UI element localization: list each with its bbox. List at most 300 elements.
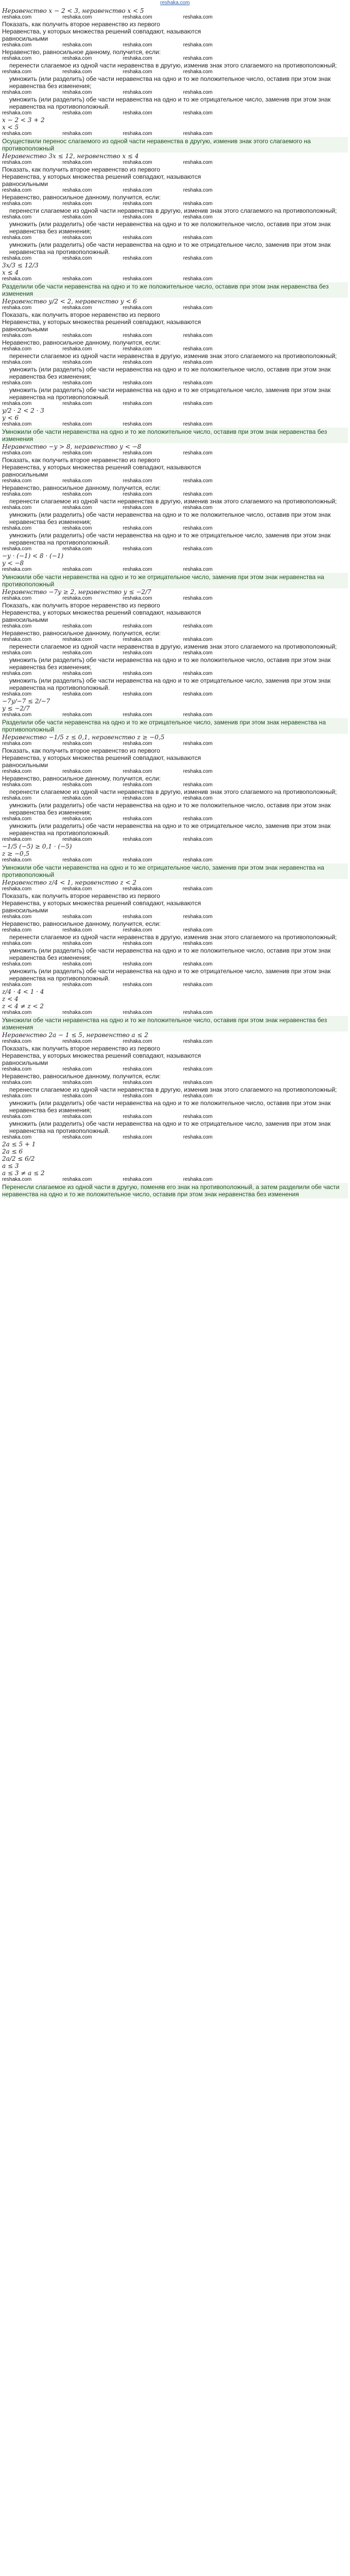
watermark: reshaka.com (183, 567, 213, 572)
watermark: reshaka.com (122, 782, 152, 788)
watermark: reshaka.com (122, 160, 152, 165)
watermark: reshaka.com (122, 1066, 152, 1072)
task-line: Неравенство −7y ≥ 2, неравенство y ≤ −2/7 (2, 588, 151, 596)
watermark-row (2, 857, 348, 863)
watermark: reshaka.com (2, 769, 32, 774)
solution-step: −1/5 (−5) ≥ 0,1 · (−5) (2, 843, 72, 850)
watermark: reshaka.com (2, 1080, 32, 1086)
watermark: reshaka.com (62, 214, 92, 220)
watermark: reshaka.com (2, 421, 32, 427)
watermark: reshaka.com (183, 131, 213, 137)
watermark: reshaka.com (183, 961, 213, 967)
watermark: reshaka.com (122, 1114, 152, 1120)
watermark: reshaka.com (122, 380, 152, 386)
watermark: reshaka.com (2, 492, 32, 497)
solution-block (2, 863, 348, 1016)
watermark: reshaka.com (2, 188, 32, 193)
section-heading: Умножили обе части неравенства на одно и то же отрицательное число, заменив при этом знак неравенства на противоположный (2, 863, 348, 879)
watermark-row (2, 1114, 348, 1120)
watermark: reshaka.com (2, 712, 32, 718)
watermark: reshaka.com (122, 188, 152, 193)
watermark: reshaka.com (62, 110, 92, 116)
watermark-row (2, 131, 348, 137)
watermark: reshaka.com (122, 671, 152, 676)
rule-item: перенести слагаемое из одной части неравенства в другую, изменив знак этого слагаемого на противоположный; (9, 788, 337, 795)
equivalent-tail: равносильными (2, 35, 48, 42)
watermark: reshaka.com (122, 1080, 152, 1086)
watermark: reshaka.com (122, 276, 152, 282)
watermark: reshaka.com (183, 188, 213, 193)
watermark: reshaka.com (62, 1134, 92, 1140)
watermark-row (2, 1039, 348, 1045)
watermark-row (2, 14, 348, 21)
solution-block (2, 1016, 348, 1183)
watermark: reshaka.com (122, 90, 152, 95)
watermark: reshaka.com (183, 1177, 213, 1182)
watermark-row (2, 769, 348, 775)
watermark: reshaka.com (2, 941, 32, 946)
solution-block (2, 573, 348, 718)
solution-step: y ≤ −2/7 (2, 705, 30, 712)
watermark: reshaka.com (2, 1177, 32, 1182)
watermark: reshaka.com (62, 741, 92, 747)
watermark: reshaka.com (122, 857, 152, 863)
show-how-line: Показать, как получить второе неравенство из первого (2, 21, 160, 28)
watermark: reshaka.com (2, 235, 32, 241)
watermark: reshaka.com (2, 982, 32, 988)
watermark: reshaka.com (122, 450, 152, 456)
watermark: reshaka.com (183, 914, 213, 920)
show-how-line: Показать, как получить второе неравенство из первого (2, 747, 160, 754)
watermark: reshaka.com (62, 401, 92, 406)
watermark: reshaka.com (62, 235, 92, 241)
show-how-line: Показать, как получить второе неравенство из первого (2, 892, 160, 900)
watermark-row (2, 546, 348, 552)
watermark: reshaka.com (62, 526, 92, 531)
watermark-row (2, 110, 348, 116)
watermark: reshaka.com (62, 478, 92, 484)
watermark: reshaka.com (183, 837, 213, 842)
watermark: reshaka.com (183, 816, 213, 822)
watermark: reshaka.com (2, 90, 32, 95)
watermark: reshaka.com (183, 360, 213, 365)
watermark: reshaka.com (122, 305, 152, 311)
equivalent-given: Неравенство, равносильное данному, получится, если: (2, 775, 161, 782)
watermark: reshaka.com (122, 56, 152, 61)
watermark-row (2, 421, 348, 428)
rule-item: перенести слагаемое из одной части неравенства в другую, изменив знак этого слагаемого на противоположный; (9, 62, 337, 69)
task-line: Неравенство x − 2 < 3, неравенство x < 5 (2, 7, 144, 14)
equivalent-given: Неравенство, равносильное данному, получится, если: (2, 1073, 161, 1080)
watermark: reshaka.com (183, 623, 213, 629)
equivalent-tail: равносильными (2, 907, 48, 914)
watermark: reshaka.com (62, 816, 92, 822)
watermark: reshaka.com (122, 492, 152, 497)
watermark: reshaka.com (183, 1039, 213, 1044)
watermark-row (2, 567, 348, 573)
watermark: reshaka.com (62, 69, 92, 75)
watermark: reshaka.com (2, 478, 32, 484)
watermark: reshaka.com (183, 596, 213, 601)
watermark: reshaka.com (122, 741, 152, 747)
watermark-row (2, 492, 348, 498)
watermark-row (2, 650, 348, 656)
watermark: reshaka.com (2, 782, 32, 788)
watermark: reshaka.com (2, 201, 32, 207)
watermark: reshaka.com (62, 346, 92, 352)
watermark: reshaka.com (2, 1093, 32, 1099)
watermark-row (2, 90, 348, 96)
watermark: reshaka.com (62, 201, 92, 207)
watermark: reshaka.com (2, 333, 32, 338)
equivalent-line: Неравенства, у которых множества решений совпадают, называются (2, 464, 201, 471)
watermark: reshaka.com (62, 256, 92, 261)
watermark-row (2, 526, 348, 532)
watermark: reshaka.com (62, 795, 92, 801)
watermark: reshaka.com (122, 214, 152, 220)
watermark-row (2, 160, 348, 166)
watermark-row (2, 333, 348, 339)
watermark: reshaka.com (183, 741, 213, 747)
watermark: reshaka.com (62, 623, 92, 629)
solution-step: −y · (−1) < 8 · (−1) (2, 552, 64, 560)
watermark-row (2, 276, 348, 282)
rule-item: перенести слагаемое из одной части неравенства в другую, изменив знак этого слагаемого на противоположный; (9, 207, 337, 214)
watermark: reshaka.com (183, 401, 213, 406)
watermark: reshaka.com (2, 886, 32, 892)
equivalent-given: Неравенство, равносильное данному, получится, если: (2, 194, 161, 201)
show-how-line: Показать, как получить второе неравенство из первого (2, 456, 160, 464)
watermark: reshaka.com (62, 380, 92, 386)
rule-item: перенести слагаемое из одной части неравенства в другую, изменив знак этого слагаемого на противоположный; (9, 643, 337, 650)
rule-item: перенести слагаемое из одной части неравенства в другую, изменив знак этого слагаемого на противоположный; (9, 934, 337, 941)
watermark-row (2, 305, 348, 311)
equivalent-tail: равносильными (2, 761, 48, 769)
watermark-row (2, 42, 348, 48)
rule-item: умножить (или разделить) обе части неравенства на одно и то же отрицательное число, заменив при этом знак неравенства на противоположный. (9, 677, 331, 691)
equivalent-tail: равносильными (2, 326, 48, 333)
watermark: reshaka.com (122, 478, 152, 484)
watermark-row (2, 360, 348, 366)
rule-item: умножить (или разделить) обе части неравенства на одно и то же положительное число, оставив при этом знак неравенства без изменения; (9, 511, 331, 526)
watermark: reshaka.com (62, 1039, 92, 1044)
watermark: reshaka.com (122, 346, 152, 352)
equivalent-tail: равносильными (2, 180, 48, 188)
task-line: Неравенство −y > 8, неравенство y < −8 (2, 443, 142, 450)
task-line: Неравенство y/2 < 2, неравенство y < 6 (2, 298, 137, 305)
watermark: reshaka.com (122, 961, 152, 967)
watermark: reshaka.com (183, 1134, 213, 1140)
watermark: reshaka.com (122, 110, 152, 116)
watermark: reshaka.com (2, 795, 32, 801)
watermark: reshaka.com (2, 360, 32, 365)
section-heading: Умножили обе части неравенства на одно и то же отрицательное число, заменив при этом знак неравенства на противоположный (2, 573, 348, 588)
watermark: reshaka.com (183, 795, 213, 801)
show-how-line: Показать, как получить второе неравенство из первого (2, 166, 160, 173)
watermark-row (2, 1010, 348, 1016)
watermark: reshaka.com (2, 450, 32, 456)
watermark-row (2, 914, 348, 920)
watermark: reshaka.com (122, 982, 152, 988)
watermark: reshaka.com (62, 596, 92, 601)
watermark-row (2, 837, 348, 843)
watermark: reshaka.com (183, 941, 213, 946)
watermark-row (2, 691, 348, 698)
task-line: Неравенство −1/5 z ≤ 0,1, неравенство z ≥ −0,5 (2, 734, 165, 741)
watermark-row (2, 1134, 348, 1141)
watermark: reshaka.com (183, 492, 213, 497)
rule-item: умножить (или разделить) обе части неравенства на одно и то же отрицательное число, заменив при этом знак неравенства на противоположный. (9, 1120, 331, 1134)
section-heading: Осуществили перенос слагаемого из одной части неравенства в другую, изменив знак этого слагаемого на противоположный (2, 137, 348, 152)
watermark: reshaka.com (62, 637, 92, 642)
watermark: reshaka.com (183, 380, 213, 386)
watermark-row (2, 795, 348, 802)
watermark: reshaka.com (2, 546, 32, 552)
solution-step: 2a/2 ≤ 6/2 (2, 1155, 35, 1162)
section-heading: Разделили обе части неравенства на одно и то же отрицательное число, заменив при этом знак неравенства на противоположный (2, 718, 348, 734)
watermark: reshaka.com (62, 492, 92, 497)
watermark-row (2, 927, 348, 934)
watermark: reshaka.com (62, 769, 92, 774)
watermark: reshaka.com (122, 650, 152, 656)
equivalent-line: Неравенства, у которых множества решений совпадают, называются (2, 1052, 201, 1059)
watermark-row (2, 671, 348, 677)
watermark: reshaka.com (2, 961, 32, 967)
watermark: reshaka.com (183, 201, 213, 207)
watermark: reshaka.com (62, 650, 92, 656)
watermark: reshaka.com (122, 546, 152, 552)
watermark: reshaka.com (62, 857, 92, 863)
watermark: reshaka.com (122, 837, 152, 842)
watermark: reshaka.com (183, 256, 213, 261)
watermark: reshaka.com (183, 110, 213, 116)
section-heading: Умножили обе части неравенства на одно и то же положительное число, оставив при этом знак неравенства без изменения (2, 1016, 348, 1031)
watermark: reshaka.com (62, 1177, 92, 1182)
watermark-row (2, 961, 348, 968)
watermark: reshaka.com (122, 927, 152, 933)
watermark: reshaka.com (183, 42, 213, 48)
watermark: reshaka.com (183, 927, 213, 933)
watermark: reshaka.com (122, 691, 152, 697)
solution-step: 2a ≤ 6 (2, 1148, 23, 1155)
watermark: reshaka.com (62, 1066, 92, 1072)
watermark: reshaka.com (62, 927, 92, 933)
watermark: reshaka.com (122, 914, 152, 920)
watermark: reshaka.com (122, 401, 152, 406)
equivalent-line: Неравенства, у которых множества решений совпадают, называются (2, 609, 201, 616)
watermark: reshaka.com (122, 69, 152, 75)
solution-block (2, 428, 348, 573)
watermark: reshaka.com (62, 188, 92, 193)
watermark: reshaka.com (183, 478, 213, 484)
watermark-row (2, 637, 348, 643)
watermark: reshaka.com (183, 886, 213, 892)
rule-item: умножить (или разделить) обе части неравенства на одно и то же положительное число, оставив при этом знак неравенства без изменения; (9, 947, 331, 961)
solution-step: a ≤ 3 ≠ a ≤ 2 (2, 1170, 45, 1177)
watermark: reshaka.com (62, 450, 92, 456)
solution-step: y < −8 (2, 560, 24, 567)
watermark: reshaka.com (183, 782, 213, 788)
watermark: reshaka.com (62, 691, 92, 697)
solution-step: x < 5 (2, 124, 19, 131)
equivalent-line: Неравенства, у которых множества решений совпадают, называются (2, 900, 201, 907)
watermark-row (2, 1093, 348, 1099)
watermark: reshaka.com (2, 623, 32, 629)
watermark: reshaka.com (122, 201, 152, 207)
solution-step: −7y/−7 ≤ 2/−7 (2, 698, 50, 705)
equivalent-given: Неравенство, равносильное данному, получится, если: (2, 484, 161, 492)
watermark: reshaka.com (2, 837, 32, 842)
watermark: reshaka.com (62, 305, 92, 311)
watermark: reshaka.com (2, 42, 32, 48)
watermark: reshaka.com (122, 1177, 152, 1182)
rule-item: умножить (или разделить) обе части неравенства на одно и то же отрицательное число, заменив при этом знак неравенства на противоположный. (9, 96, 331, 110)
watermark: reshaka.com (62, 14, 92, 20)
watermark: reshaka.com (183, 235, 213, 241)
watermark: reshaka.com (122, 637, 152, 642)
equivalent-line: Неравенства, у которых множества решений совпадают, называются (2, 318, 201, 326)
show-how-line: Показать, как получить второе неравенство из первого (2, 311, 160, 318)
watermark-row (2, 478, 348, 484)
watermark: reshaka.com (62, 837, 92, 842)
watermark: reshaka.com (2, 346, 32, 352)
watermark: reshaka.com (62, 421, 92, 427)
watermark-row (2, 941, 348, 947)
watermark: reshaka.com (62, 914, 92, 920)
watermark-row (2, 256, 348, 262)
rule-item: умножить (или разделить) обе части неравенства на одно и то же отрицательное число, заменив при этом знак неравенства на противоположный. (9, 532, 331, 546)
watermark: reshaka.com (183, 305, 213, 311)
show-how-line: Показать, как получить второе неравенство из первого (2, 602, 160, 609)
watermark-row (2, 56, 348, 62)
watermark: reshaka.com (62, 671, 92, 676)
watermark: reshaka.com (122, 567, 152, 572)
equivalent-line: Неравенства, у которых множества решений совпадают, называются (2, 28, 201, 35)
watermark-row (2, 380, 348, 386)
watermark-row (2, 782, 348, 788)
equivalent-tail: равносильными (2, 1059, 48, 1066)
watermark: reshaka.com (183, 90, 213, 95)
watermark: reshaka.com (183, 333, 213, 338)
task-line: Неравенство 3x ≤ 12, неравенство x ≤ 4 (2, 152, 139, 160)
watermark: reshaka.com (2, 256, 32, 261)
watermark-row (2, 596, 348, 602)
section-heading: Умножили обе части неравенства на одно и то же положительное число, оставив при этом знак неравенства без изменения (2, 428, 348, 443)
rule-item: перенести слагаемое из одной части неравенства в другую, изменив знак этого слагаемого на противоположный; (9, 498, 337, 505)
solution-step: y < 6 (2, 414, 19, 421)
solution-step: z/4 · 4 < 1 · 4 (2, 988, 44, 995)
watermark: reshaka.com (2, 505, 32, 511)
watermark: reshaka.com (2, 650, 32, 656)
watermark-row (2, 214, 348, 221)
watermark: reshaka.com (2, 276, 32, 282)
rule-item: умножить (или разделить) обе части неравенства на одно и то же отрицательное число, заменив при этом знак неравенства на противоположный. (9, 968, 331, 982)
watermark: reshaka.com (62, 1080, 92, 1086)
watermark: reshaka.com (183, 712, 213, 718)
watermark: reshaka.com (122, 1093, 152, 1099)
watermark: reshaka.com (183, 769, 213, 774)
watermark: reshaka.com (183, 526, 213, 531)
watermark: reshaka.com (62, 276, 92, 282)
watermark: reshaka.com (183, 14, 213, 20)
page (0, 0, 350, 1198)
watermark: reshaka.com (2, 691, 32, 697)
watermark: reshaka.com (122, 421, 152, 427)
watermark: reshaka.com (2, 380, 32, 386)
watermark-row (2, 1080, 348, 1086)
watermark: reshaka.com (62, 941, 92, 946)
watermark: reshaka.com (122, 14, 152, 20)
solution-block (2, 282, 348, 428)
watermark: reshaka.com (183, 546, 213, 552)
watermark: reshaka.com (122, 886, 152, 892)
watermark: reshaka.com (122, 505, 152, 511)
rule-item: умножить (или разделить) обе части неравенства на одно и то же положительное число, оставив при этом знак неравенства без изменения; (9, 221, 331, 235)
watermark: reshaka.com (122, 526, 152, 531)
watermark: reshaka.com (183, 650, 213, 656)
watermark: reshaka.com (62, 782, 92, 788)
watermark: reshaka.com (183, 1093, 213, 1099)
watermark: reshaka.com (183, 450, 213, 456)
rule-item: умножить (или разделить) обе части неравенства на одно и то же отрицательное число, заменив при этом знак неравенства на противоположный. (9, 822, 331, 837)
watermark-row (2, 450, 348, 456)
watermark: reshaka.com (122, 623, 152, 629)
watermark: reshaka.com (62, 712, 92, 718)
equivalent-line: Неравенства, у которых множества решений совпадают, называются (2, 754, 201, 761)
watermark-row (2, 235, 348, 241)
watermark: reshaka.com (183, 505, 213, 511)
watermark: reshaka.com (2, 741, 32, 747)
solution-block (2, 7, 348, 137)
watermark-row (2, 623, 348, 630)
watermark: reshaka.com (2, 596, 32, 601)
content (2, 7, 348, 1198)
rule-item: умножить (или разделить) обе части неравенства на одно и то же положительное число, оставив при этом знак неравенства без изменения; (9, 656, 331, 671)
watermark: reshaka.com (122, 1010, 152, 1015)
equivalent-tail: равносильными (2, 471, 48, 478)
equivalent-given: Неравенство, равносильное данному, получится, если: (2, 48, 161, 56)
watermark: reshaka.com (122, 1039, 152, 1044)
watermark-row (2, 982, 348, 988)
watermark: reshaka.com (2, 857, 32, 863)
watermark: reshaka.com (2, 131, 32, 137)
watermark: reshaka.com (2, 56, 32, 61)
rule-item: перенести слагаемое из одной части неравенства в другую, изменив знак этого слагаемого на противоположный; (9, 352, 337, 360)
site-link[interactable]: reshaka.com (160, 0, 190, 6)
watermark: reshaka.com (2, 1039, 32, 1044)
watermark: reshaka.com (122, 596, 152, 601)
watermark: reshaka.com (183, 276, 213, 282)
watermark: reshaka.com (62, 982, 92, 988)
watermark: reshaka.com (122, 235, 152, 241)
watermark: reshaka.com (183, 857, 213, 863)
watermark-row (2, 1066, 348, 1073)
watermark-row (2, 1177, 348, 1183)
rule-item: умножить (или разделить) обе части неравенства на одно и то же положительное число, оставив при этом знак неравенства без изменения; (9, 1099, 331, 1114)
rule-item: умножить (или разделить) обе части неравенства на одно и то же отрицательное число, заменив при этом знак неравенства на противоположный. (9, 241, 331, 256)
watermark: reshaka.com (183, 637, 213, 642)
solution-step: x ≤ 4 (2, 269, 19, 276)
solution-step: z ≥ −0,5 (2, 850, 30, 857)
rule-item: умножить (или разделить) обе части неравенства на одно и то же положительное число, оставив при этом знак неравенства без изменения; (9, 802, 331, 816)
solution-block (2, 137, 348, 282)
solution-step: z < 4 (2, 995, 19, 1003)
solution-step: 3x/3 ≤ 12/3 (2, 262, 39, 269)
rule-item: умножить (или разделить) обе части неравенства на одно и то же отрицательное число, заменив при этом знак неравенства на противоположный. (9, 386, 331, 401)
watermark-row (2, 346, 348, 352)
watermark: reshaka.com (2, 214, 32, 220)
section-heading: Разделили обе части неравенства на одно и то же положительное число, оставив при этом знак неравенства без изменения (2, 282, 348, 298)
